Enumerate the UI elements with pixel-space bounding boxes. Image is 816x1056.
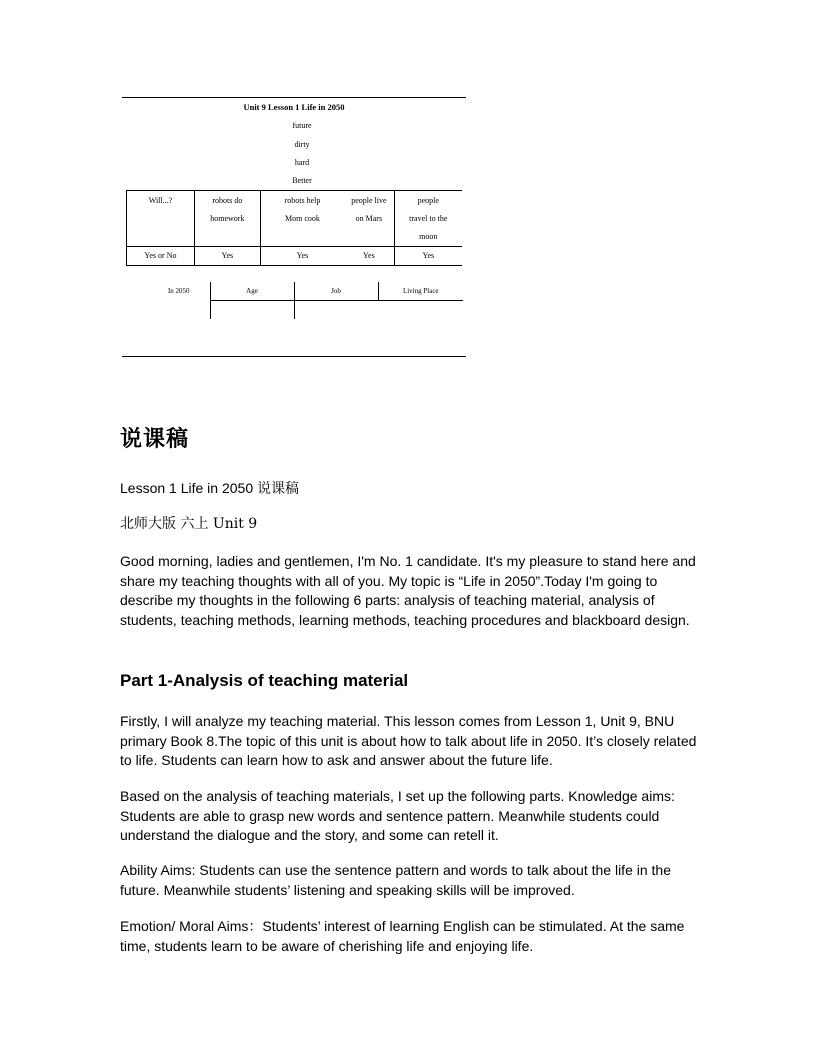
empty-cell (294, 301, 378, 320)
column-cell: people travel to the moon (394, 191, 462, 247)
part1-heading: Part 1-Analysis of teaching material (120, 671, 409, 690)
bottom-rule (122, 356, 466, 357)
blackboard-design-figure (122, 97, 466, 359)
lesson-subtitle: Lesson 1 Life in 2050 说课稿 (120, 480, 299, 496)
column-cell: robots do homework (194, 191, 260, 247)
intro-paragraph: Good morning, ladies and gentlemen, I'm No. 1 candidate. It's my pleasure to stand here and share my teaching thoughts with all of you. My topic is “Life in 2050”.Today I'm going to describe my thoughts in the following 6 parts: analysis of teaching material, analysis of students, teaching methods, learning methods, teaching procedures and blackboard design. (120, 553, 696, 628)
will-label-cell: Will...? (127, 191, 195, 247)
answer-cell: Yes (344, 247, 394, 266)
part1-paragraph-1: Firstly, I will analyze my teaching material. This lesson comes from Lesson 1, Unit 9, BNU primary Book 8.The topic of this unit is about how to talk about life in 2050. It’s closely related to life. Students can learn how to ask and answer about the future life. (120, 713, 697, 768)
word-hard: hard (294, 158, 310, 167)
part1-paragraph-4: Emotion/ Moral Aims：Students’ interest of learning English can be stimulated. At the same time, students learn to be aware of cherishing life and enjoying life. (120, 918, 685, 954)
part1-paragraph-2: Based on the analysis of teaching materials, I set up the following parts. Knowledge aims: Students are able to grasp new words and sentence pattern. Meanwhile students could understand the dialogue and the story, and some can retell it. (120, 788, 675, 843)
edition-line: 北师大版 六上 Unit 9 (120, 516, 258, 532)
header-cell: Job (294, 282, 378, 301)
empty-cell (378, 301, 463, 320)
top-rule (122, 97, 466, 98)
part1-paragraph-3: Ability Aims: Students can use the sentence pattern and words to talk about the life in the future. Meanwhile students’ listening and speaking skills will be improved. (120, 862, 671, 898)
table-row (148, 282, 463, 301)
page-heading: 说课稿 (120, 427, 190, 452)
table-row (148, 301, 463, 320)
word-better: Better (292, 176, 312, 185)
empty-cell (210, 301, 294, 320)
header-cell: Age (210, 282, 294, 301)
header-cell: Living Place (378, 282, 463, 301)
column-cell: people live on Mars (344, 191, 394, 247)
column-cell: robots help Mom cook (260, 191, 344, 247)
answer-cell: Yes (260, 247, 344, 266)
answer-cell: Yes (394, 247, 462, 266)
table-row (127, 247, 463, 266)
header-cell: In 2050 (167, 287, 190, 296)
word-future: future (292, 121, 312, 130)
word-dirty: dirty (294, 140, 310, 149)
empty-cell (148, 301, 210, 320)
blackboard-title: Unit 9 Lesson 1 Life in 2050 (243, 102, 345, 112)
answer-label-cell: Yes or No (127, 247, 195, 266)
table-row (127, 191, 463, 247)
answer-cell: Yes (194, 247, 260, 266)
will-question-table (126, 190, 462, 266)
life-2050-table (148, 282, 463, 319)
